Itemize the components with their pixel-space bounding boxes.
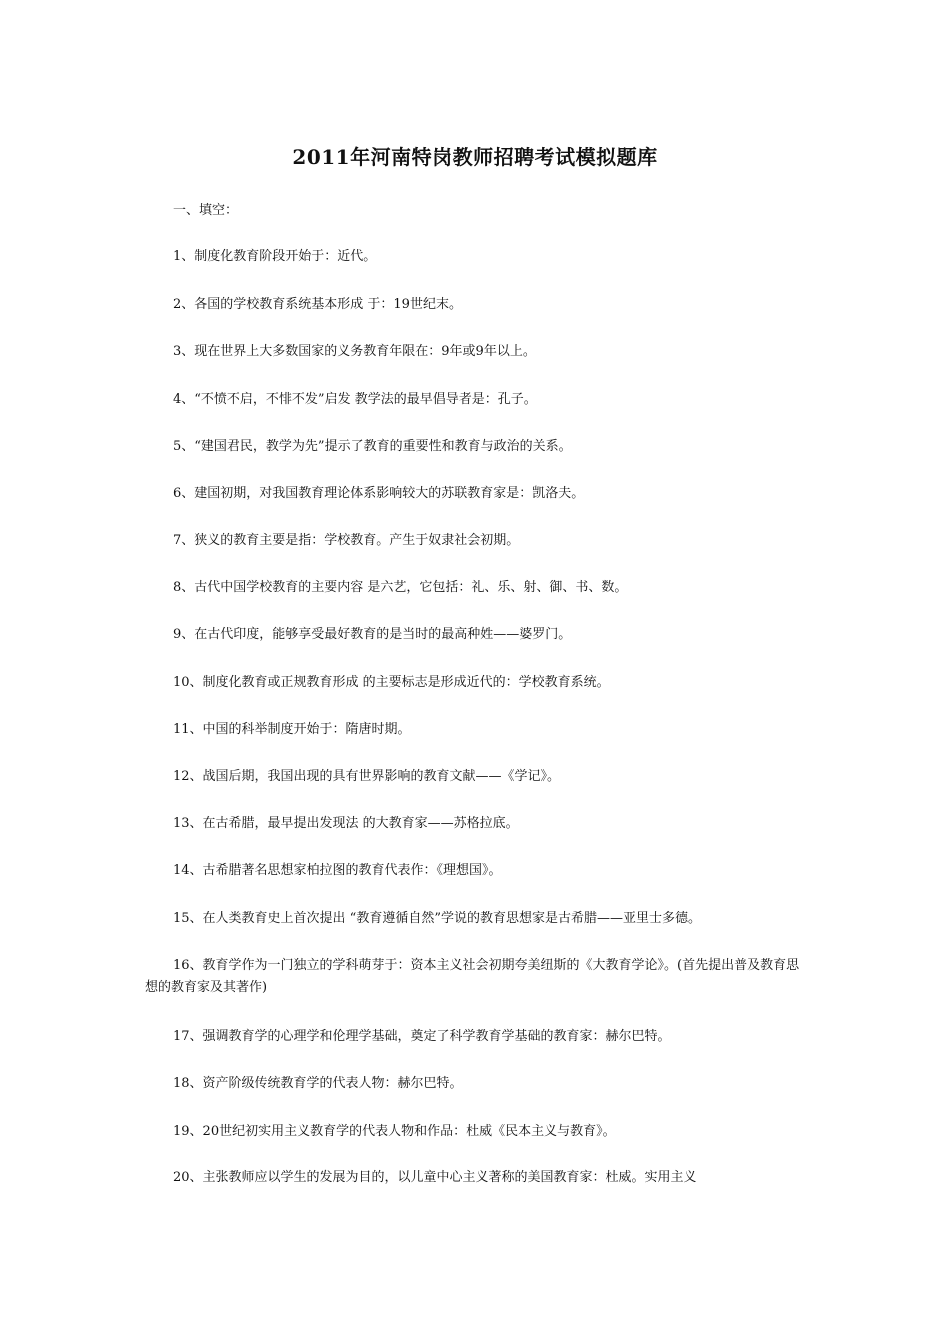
question-item-20: 20、主张教师应以学生的发展为目的，以儿童中心主义著称的美国教育家：杜威。实用主义 [173, 1170, 697, 1185]
question-item-1: 1、制度化教育阶段开始于：近代。 [173, 249, 377, 264]
question-item-11: 11、中国的科举制度开始于：隋唐时期。 [173, 722, 411, 737]
question-item-9: 9、在古代印度，能够享受最好教育的是当时的最高种姓——婆罗门。 [173, 627, 572, 642]
document-title: 2011年河南特岗教师招聘考试模拟题库 [292, 145, 658, 169]
question-item-18: 18、资产阶级传统教育学的代表人物：赫尔巴特。 [173, 1076, 463, 1091]
question-item-15: 15、在人类教育史上首次提出 “教育遵循自然”学说的教育思想家是古希腊——亚里士多德。 [173, 911, 701, 926]
section-heading: 一、填空： [173, 203, 239, 218]
question-item-19: 19、20世纪初实用主义教育学的代表人物和作品：杜威《民本主义与教育》。 [173, 1124, 616, 1139]
question-item-12: 12、战国后期，我国出现的具有世界影响的教育文献——《学记》。 [173, 769, 561, 784]
question-item-2: 2、各国的学校教育系统基本形成 于：19世纪末。 [173, 297, 462, 312]
question-item-16: 16、教育学作为一门独立的学科萌芽于：资本主义社会初期夸美纽斯的《大教育学论》。(首先提出普及教育思想的教育家及其著作) [145, 958, 800, 995]
question-item-3: 3、现在世界上大多数国家的义务教育年限在：9年或9年以上。 [173, 344, 536, 359]
question-item-5: 5、“建国君民，教学为先”提示了教育的重要性和教育与政治的关系。 [173, 439, 572, 454]
question-item-8: 8、古代中国学校教育的主要内容 是六艺，它包括：礼、乐、射、御、书、数。 [173, 580, 628, 595]
question-item-17: 17、强调教育学的心理学和伦理学基础，奠定了科学教育学基础的教育家：赫尔巴特。 [173, 1029, 671, 1044]
question-item-4: 4、“不愤不启，不悱不发”启发 教学法的最早倡导者是：孔子。 [173, 392, 537, 407]
question-item-10: 10、制度化教育或正规教育形成 的主要标志是形成近代的：学校教育系统。 [173, 675, 610, 690]
question-item-14: 14、古希腊著名思想家柏拉图的教育代表作：《理想国》。 [173, 863, 502, 878]
question-item-13: 13、在古希腊，最早提出发现法 的大教育家——苏格拉底。 [173, 816, 519, 831]
question-item-7: 7、狭义的教育主要是指：学校教育。产生于奴隶社会初期。 [173, 533, 520, 548]
question-item-6: 6、建国初期，对我国教育理论体系影响较大的苏联教育家是：凯洛夫。 [173, 486, 585, 501]
